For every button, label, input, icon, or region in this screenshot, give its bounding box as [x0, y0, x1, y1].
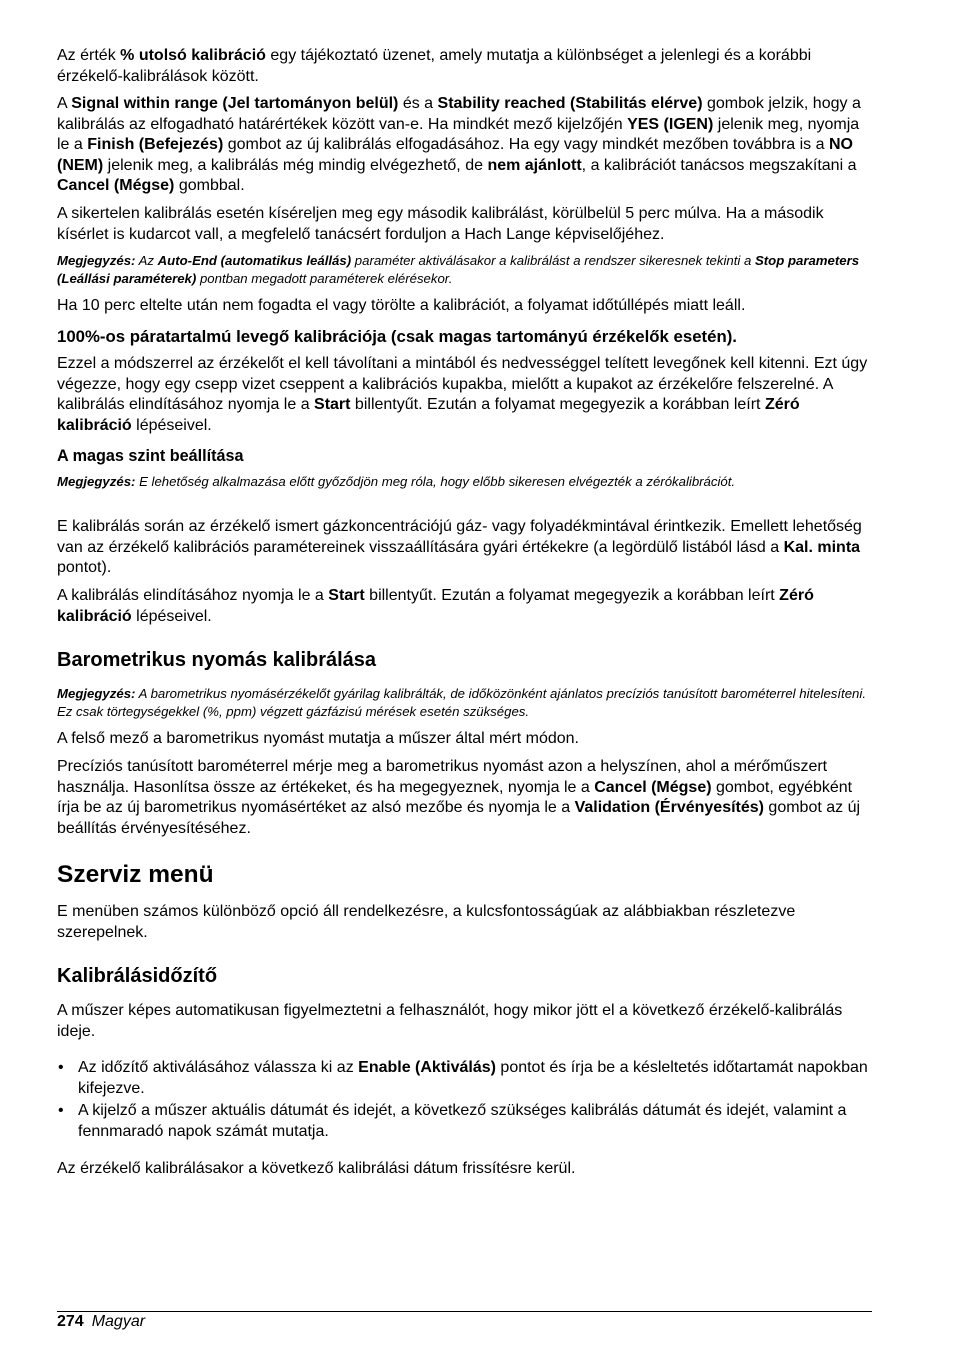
paragraph-service-intro: E menüben számos különböző opció áll rendelkezésre, a kulcsfontosságúak az alábbiakban részletezve szerepelnek.: [57, 903, 796, 941]
text: gombot az új kalibrálás elfogadásához. Ha egy vagy mindkét mezőben továbbra is a: [223, 136, 829, 154]
note-auto-end: [57, 252, 872, 287]
text: és a: [398, 95, 438, 112]
paragraph-last-calibration: [57, 46, 872, 87]
paragraph-barometer-check: [57, 757, 872, 839]
text: E kalibrálás során az érzékelő ismert gázkoncentrációjú gáz- vagy folyadékmintával érintkezik. Emellett lehetőség van az érzékelő kalibrációs paramétereinek visszaállítására gyári értékekre (a legördülő listából lásd a: [57, 518, 862, 556]
text: pontot és írja be a késleltetés időtartamát napokban kifejezve.: [78, 1059, 868, 1097]
paragraph-failed-calibration: A sikertelen kalibrálás esetén kíséreljen meg egy második kalibrálást, körülbelül 5 perc múlva. Ha a második kísérlet is kudarcot vall, a megfelelő tanácsért forduljon a Hach Lange képviselőjéhez.: [57, 205, 824, 243]
text: Az érték: [57, 47, 121, 64]
paragraph-signal-stability: [57, 94, 872, 197]
text: egy tájékoztató üzenet, amely mutatja a különbséget a jelenlegi és a korábbi érzékelő-kalibrálások között.: [57, 47, 812, 85]
timer-bullet-list: [57, 1058, 872, 1142]
bold-term: Enable (Aktiválás): [358, 1059, 496, 1076]
text: lépéseivel.: [131, 416, 212, 434]
heading-barometric: Barometrikus nyomás kalibrálása: [57, 649, 377, 671]
text: , a kalibrációt tanácsos megszakítani a: [581, 156, 857, 174]
bold-term: YES (IGEN): [627, 115, 714, 133]
text: jelenik meg, a kalibrálás még mindig elvégezhető, de: [103, 156, 488, 174]
text: lépéseivel.: [131, 607, 212, 625]
bold-term: Validation (Érvényesítés): [574, 799, 764, 817]
bold-term: Cancel (Mégse): [57, 177, 175, 195]
footer-language: Magyar: [91, 1313, 146, 1330]
text: A kalibrálás elindításához nyomja le a: [57, 587, 329, 604]
bold-term: Start: [314, 396, 351, 414]
text: pontot).: [57, 559, 112, 577]
heading-calibration-timer: Kalibrálásidőzítő: [57, 965, 218, 987]
page-number: 274: [57, 1313, 84, 1330]
bold-term: Stop parameters (Leállási paraméterek): [57, 253, 860, 286]
bold-term: Zéró kalibráció: [57, 396, 800, 434]
heading-service-menu: Szerviz menü: [57, 861, 214, 888]
bold-term: Cancel (Mégse): [594, 778, 712, 796]
note-label: Megjegyzés:: [57, 686, 136, 701]
text: Ezzel a módszerrel az érzékelőt el kell távolítani a mintából és nedvességgel telített levegőnek kell kitenni. Ezt úgy végezze, hogy egy csepp vizet cseppent a kalibrációs kupakba, mielőtt a kupakot az érzékelőre felszerelné. A kalibrálás elindításához nyomja le a: [57, 355, 868, 414]
note-label: Megjegyzés:: [57, 253, 136, 268]
text: billentyűt. Ezután a folyamat megegyezik a korábban leírt: [350, 396, 765, 414]
bold-term: Stability reached (Stabilitás elérve): [437, 95, 703, 112]
paragraph-air-method: [57, 354, 872, 436]
paragraph-timer-intro: A műszer képes automatikusan figyelmeztetni a felhasználót, hogy mikor jött el a következő érzékelő-kalibrálás ideje.: [57, 1002, 843, 1040]
text: jelenik meg, nyomja le a: [57, 115, 860, 154]
bold-term: Auto-End (automatikus leállás): [157, 253, 352, 268]
note-zero-calibration: [57, 473, 872, 491]
text: gombot az új beállítás érvényesítéséhez.: [57, 799, 861, 837]
bold-term: nem ajánlott: [487, 156, 582, 174]
note-label: Megjegyzés:: [57, 474, 136, 489]
text: gombot, egyébként írja be az új barometrikus nyomásértéket az alsó mezőbe és nyomja le a: [57, 778, 853, 817]
paragraph-upper-field: A felső mező a barometrikus nyomást mutatja a műszer által mért módon.: [57, 730, 579, 747]
text: Az időzítő aktiválásához válassza ki az: [78, 1059, 359, 1076]
bold-term: Start: [328, 587, 365, 604]
bold-term: Zéró kalibráció: [57, 587, 814, 625]
bold-term: Finish (Befejezés): [87, 136, 224, 154]
page-footer: [57, 1312, 145, 1332]
text: Precíziós tanúsított barométerrel mérje meg a barometrikus nyomást azon a helyszínen, ahol a mérőműszert használja. Hasonlítsa össze az értékeket, és ha megegyeznek, nyomja le a: [57, 758, 828, 796]
text: A barometrikus nyomásérzékelőt gyárilag kalibrálták, de időközönként ajánlatos precíziós tanúsított barométerrel hitelesíteni. Ez csak törtegységekkel (%, ppm) végzett gázfázisú mérések esetén szükséges.: [57, 686, 866, 719]
text: billentyűt. Ezután a folyamat megegyezik a korábban leírt: [364, 587, 780, 604]
text: pontban megadott paraméterek elérésekor.: [196, 270, 453, 286]
text: paraméter aktiválásakor a kalibrálást a rendszer sikeresnek tekinti a: [351, 253, 755, 268]
heading-air-calibration: 100%-os páratartalmú levegő kalibrációja (csak magas tartományú érzékelők esetén).: [57, 327, 737, 346]
text: gombbal.: [174, 177, 245, 195]
bold-term: % utolsó kalibráció: [120, 47, 266, 64]
text: E lehetőség alkalmazása előtt győződjön meg róla, hogy előbb sikeresen elvégezték a zérókalibrációt.: [135, 474, 736, 489]
text: A kijelző a műszer aktuális dátumát és idejét, a következő szükséges kalibrálás dátumát és idejét, valamint a fennmaradó napok számát mutatja.: [78, 1102, 847, 1140]
list-item: [57, 1101, 872, 1142]
paragraph-high-level-start: [57, 586, 872, 627]
list-item: [57, 1058, 872, 1099]
bold-term: Kal. minta: [783, 538, 861, 556]
text: Az: [135, 253, 158, 268]
note-barometric: [57, 685, 872, 720]
paragraph-high-level-method: [57, 517, 872, 579]
text: A: [57, 95, 72, 112]
footer-divider: [57, 1311, 872, 1312]
bold-term: Signal within range (Jel tartományon belül): [71, 95, 399, 112]
bold-term: NO (NEM): [57, 136, 853, 174]
text: gombok jelzik, hogy a kalibrálás az elfogadható határértékek között van-e. Ha mindkét mező kijelzőjén: [57, 95, 861, 133]
bullet-icon: •: [58, 1059, 64, 1076]
bullet-icon: •: [58, 1102, 64, 1120]
paragraph-timeout: Ha 10 perc eltelte után nem fogadta el vagy törölte a kalibrációt, a folyamat időtúllépés miatt leáll.: [57, 297, 746, 314]
paragraph-date-update: Az érzékelő kalibrálásakor a következő kalibrálási dátum frissítésre kerül.: [57, 1160, 576, 1177]
heading-high-level: A magas szint beállítása: [57, 447, 244, 465]
